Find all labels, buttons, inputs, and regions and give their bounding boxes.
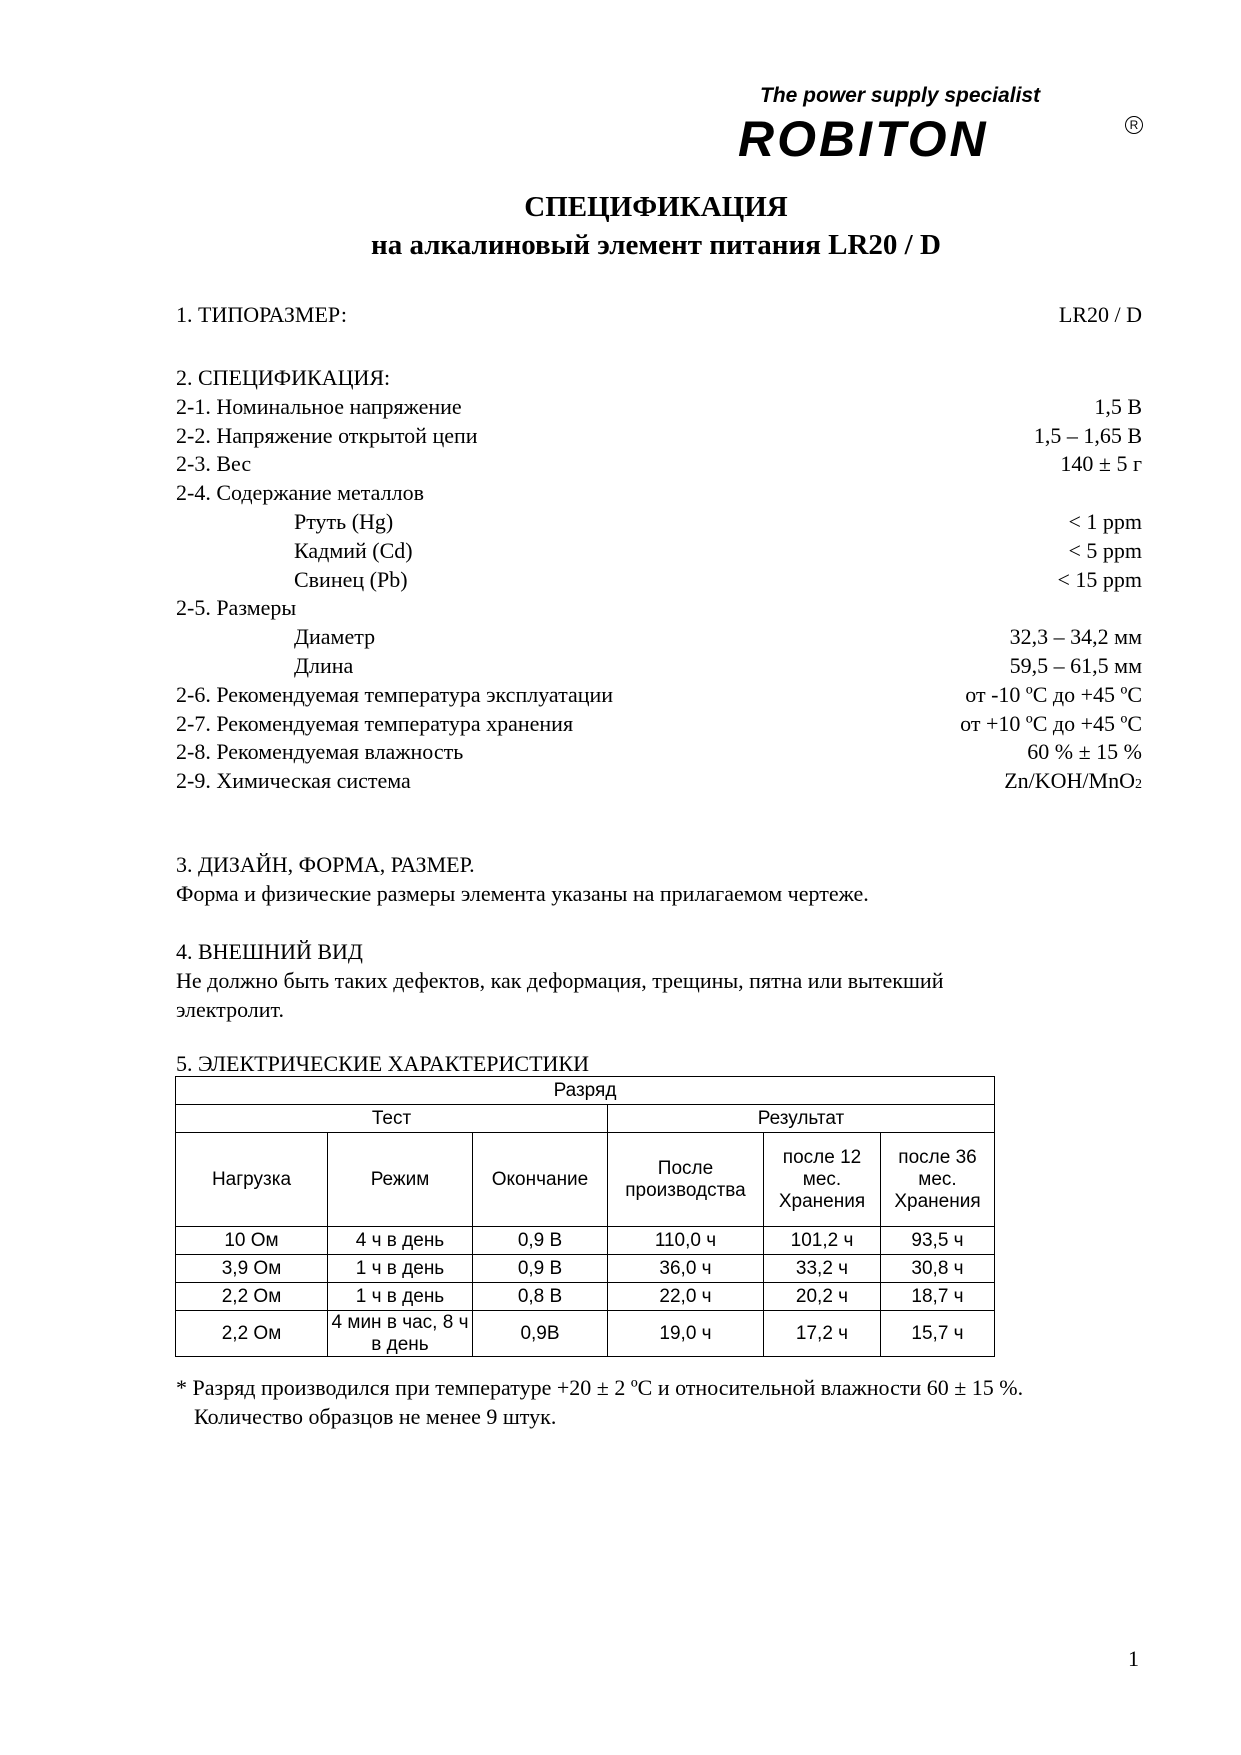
footnote-line2: Количество образцов не менее 9 штук. (194, 1404, 557, 1429)
column-header: после 12 мес. Хранения (764, 1133, 881, 1227)
spec-label: Свинец (Pb) (294, 566, 408, 592)
spec-row (176, 652, 1142, 681)
table-group-test: Тест (176, 1105, 608, 1133)
spec-label: 2-2. Напряжение открытой цепи (176, 422, 478, 448)
spec-row (176, 767, 1142, 800)
column-header: После производства (608, 1133, 764, 1227)
table-cell: 15,7 ч (881, 1311, 995, 1357)
spec-row (176, 479, 1142, 508)
spec-value: < 1 ppm (1068, 508, 1142, 534)
table-cell: 2,2 Ом (176, 1311, 328, 1357)
section-specification (176, 364, 1142, 800)
footnote-line1: * Разряд производился при температуре +20 ± 2 ºС и относительной влажности 60 ± 15 %. (176, 1375, 1024, 1400)
spec-label: 2-7. Рекомендуемая температура хранения (176, 710, 574, 736)
table-header-row (176, 1133, 995, 1227)
section-electrical-heading: 5. ЭЛЕКТРИЧЕСКИЕ ХАРАКТЕРИСТИКИ (176, 1051, 589, 1076)
table-cell: 4 ч в день (328, 1227, 473, 1255)
spec-value: 59,5 – 61,5 мм (1009, 652, 1142, 678)
spec-label: Кадмий (Cd) (294, 537, 413, 563)
logo-tagline: The power supply specialist (760, 84, 1041, 107)
column-header: Режим (328, 1133, 473, 1227)
section-size (176, 301, 1142, 330)
section-specification-heading: 2. СПЕЦИФИКАЦИЯ: (176, 365, 391, 390)
registered-mark-icon: R (1125, 116, 1143, 134)
table-row (176, 1283, 995, 1311)
spec-label: 2-3. Вес (176, 451, 252, 477)
section-design-text: Форма и физические размеры элемента указаны на прилагаемом чертеже. (176, 881, 869, 906)
table-caption-row (176, 1077, 995, 1105)
section-design-heading: 3. ДИЗАЙН, ФОРМА, РАЗМЕР. (176, 852, 475, 877)
table-footnote (176, 1373, 1023, 1431)
spec-row (176, 681, 1142, 710)
table-cell: 0,9 В (473, 1227, 608, 1255)
spec-row (176, 393, 1142, 422)
spec-row (176, 738, 1142, 767)
section-design (176, 850, 1142, 908)
table-cell: 110,0 ч (608, 1227, 764, 1255)
logo-brand: ROBITON (738, 111, 989, 167)
spec-label: 2-1. Номинальное напряжение (176, 393, 462, 419)
spec-value: < 15 ppm (1057, 566, 1142, 592)
table-cell: 10 Ом (176, 1227, 328, 1255)
spec-row (176, 537, 1142, 566)
section-appearance-text-line2: электролит. (176, 997, 284, 1022)
table-cell: 33,2 ч (764, 1255, 881, 1283)
spec-row (176, 566, 1142, 595)
spec-row (176, 508, 1142, 537)
table-cell: 3,9 Ом (176, 1255, 328, 1283)
spec-label: 2-6. Рекомендуемая температура эксплуатации (176, 681, 614, 707)
table-row (176, 1227, 995, 1255)
section-size-value: LR20 / D (1058, 302, 1142, 327)
column-header: Нагрузка (176, 1133, 328, 1227)
table-cell: 18,7 ч (881, 1283, 995, 1311)
table-cell: 22,0 ч (608, 1283, 764, 1311)
chemical-system-subscript: 2 (1135, 777, 1142, 793)
spec-label: 2-4. Содержание металлов (176, 480, 424, 506)
table-group-row (176, 1105, 995, 1133)
spec-row (176, 450, 1142, 479)
table-cell: 0,8 В (473, 1283, 608, 1311)
table-row (176, 1255, 995, 1283)
table-group-result: Результат (608, 1105, 995, 1133)
spec-row (176, 710, 1142, 739)
spec-value: 1,5 В (1094, 393, 1142, 419)
spec-value (1004, 767, 1142, 800)
table-cell: 0,9В (473, 1311, 608, 1357)
section-appearance-text-line1: Не должно быть таких дефектов, как деформация, трещины, пятна или вытекший (176, 968, 944, 993)
table-cell: 2,2 Ом (176, 1283, 328, 1311)
spec-row (176, 594, 1142, 623)
section-electrical (176, 1050, 1142, 1079)
table-cell: 0,9 В (473, 1255, 608, 1283)
table-cell: 20,2 ч (764, 1283, 881, 1311)
chemical-system-formula: Zn/KOH/MnO (1004, 768, 1135, 794)
table-cell: 93,5 ч (881, 1227, 995, 1255)
table-cell: 17,2 ч (764, 1311, 881, 1357)
spec-value: < 5 ppm (1068, 537, 1142, 563)
table-cell: 1 ч в день (328, 1283, 473, 1311)
section-size-label: 1. ТИПОРАЗМЕР: (176, 302, 348, 327)
spec-row (176, 422, 1142, 451)
discharge-table (175, 1076, 995, 1357)
spec-label: 2-5. Размеры (176, 595, 297, 621)
spec-value: 140 ± 5 г (1060, 451, 1142, 477)
spec-value: 60 % ± 15 % (1027, 739, 1142, 765)
spec-label: 2-9. Химическая система (176, 768, 411, 794)
column-header: после 36 мес. Хранения (881, 1133, 995, 1227)
column-header: Окончание (473, 1133, 608, 1227)
table-row (176, 1311, 995, 1357)
section-appearance (176, 937, 1142, 1024)
spec-value: от +10 ºС до +45 ºС (960, 710, 1142, 736)
page-number: 1 (1128, 1646, 1139, 1671)
spec-label: Длина (294, 652, 354, 678)
spec-row (176, 623, 1142, 652)
table-cell: 4 мин в час, 8 ч в день (328, 1311, 473, 1357)
spec-label: Ртуть (Hg) (294, 508, 394, 534)
section-appearance-heading: 4. ВНЕШНИЙ ВИД (176, 939, 363, 964)
table-caption: Разряд (176, 1077, 995, 1105)
table-cell: 36,0 ч (608, 1255, 764, 1283)
document-title: СПЕЦИФИКАЦИЯ (524, 191, 788, 223)
document-subtitle: на алкалиновый элемент питания LR20 / D (371, 229, 941, 261)
spec-value: 1,5 – 1,65 В (1033, 422, 1142, 448)
spec-label: Диаметр (294, 624, 376, 650)
spec-value: от -10 ºС до +45 ºС (965, 681, 1142, 707)
table-cell: 1 ч в день (328, 1255, 473, 1283)
robiton-logo (738, 84, 1138, 166)
table-cell: 30,8 ч (881, 1255, 995, 1283)
spec-label: 2-8. Рекомендуемая влажность (176, 739, 464, 765)
table-cell: 19,0 ч (608, 1311, 764, 1357)
table-cell: 101,2 ч (764, 1227, 881, 1255)
spec-value: 32,3 – 34,2 мм (1009, 624, 1142, 650)
